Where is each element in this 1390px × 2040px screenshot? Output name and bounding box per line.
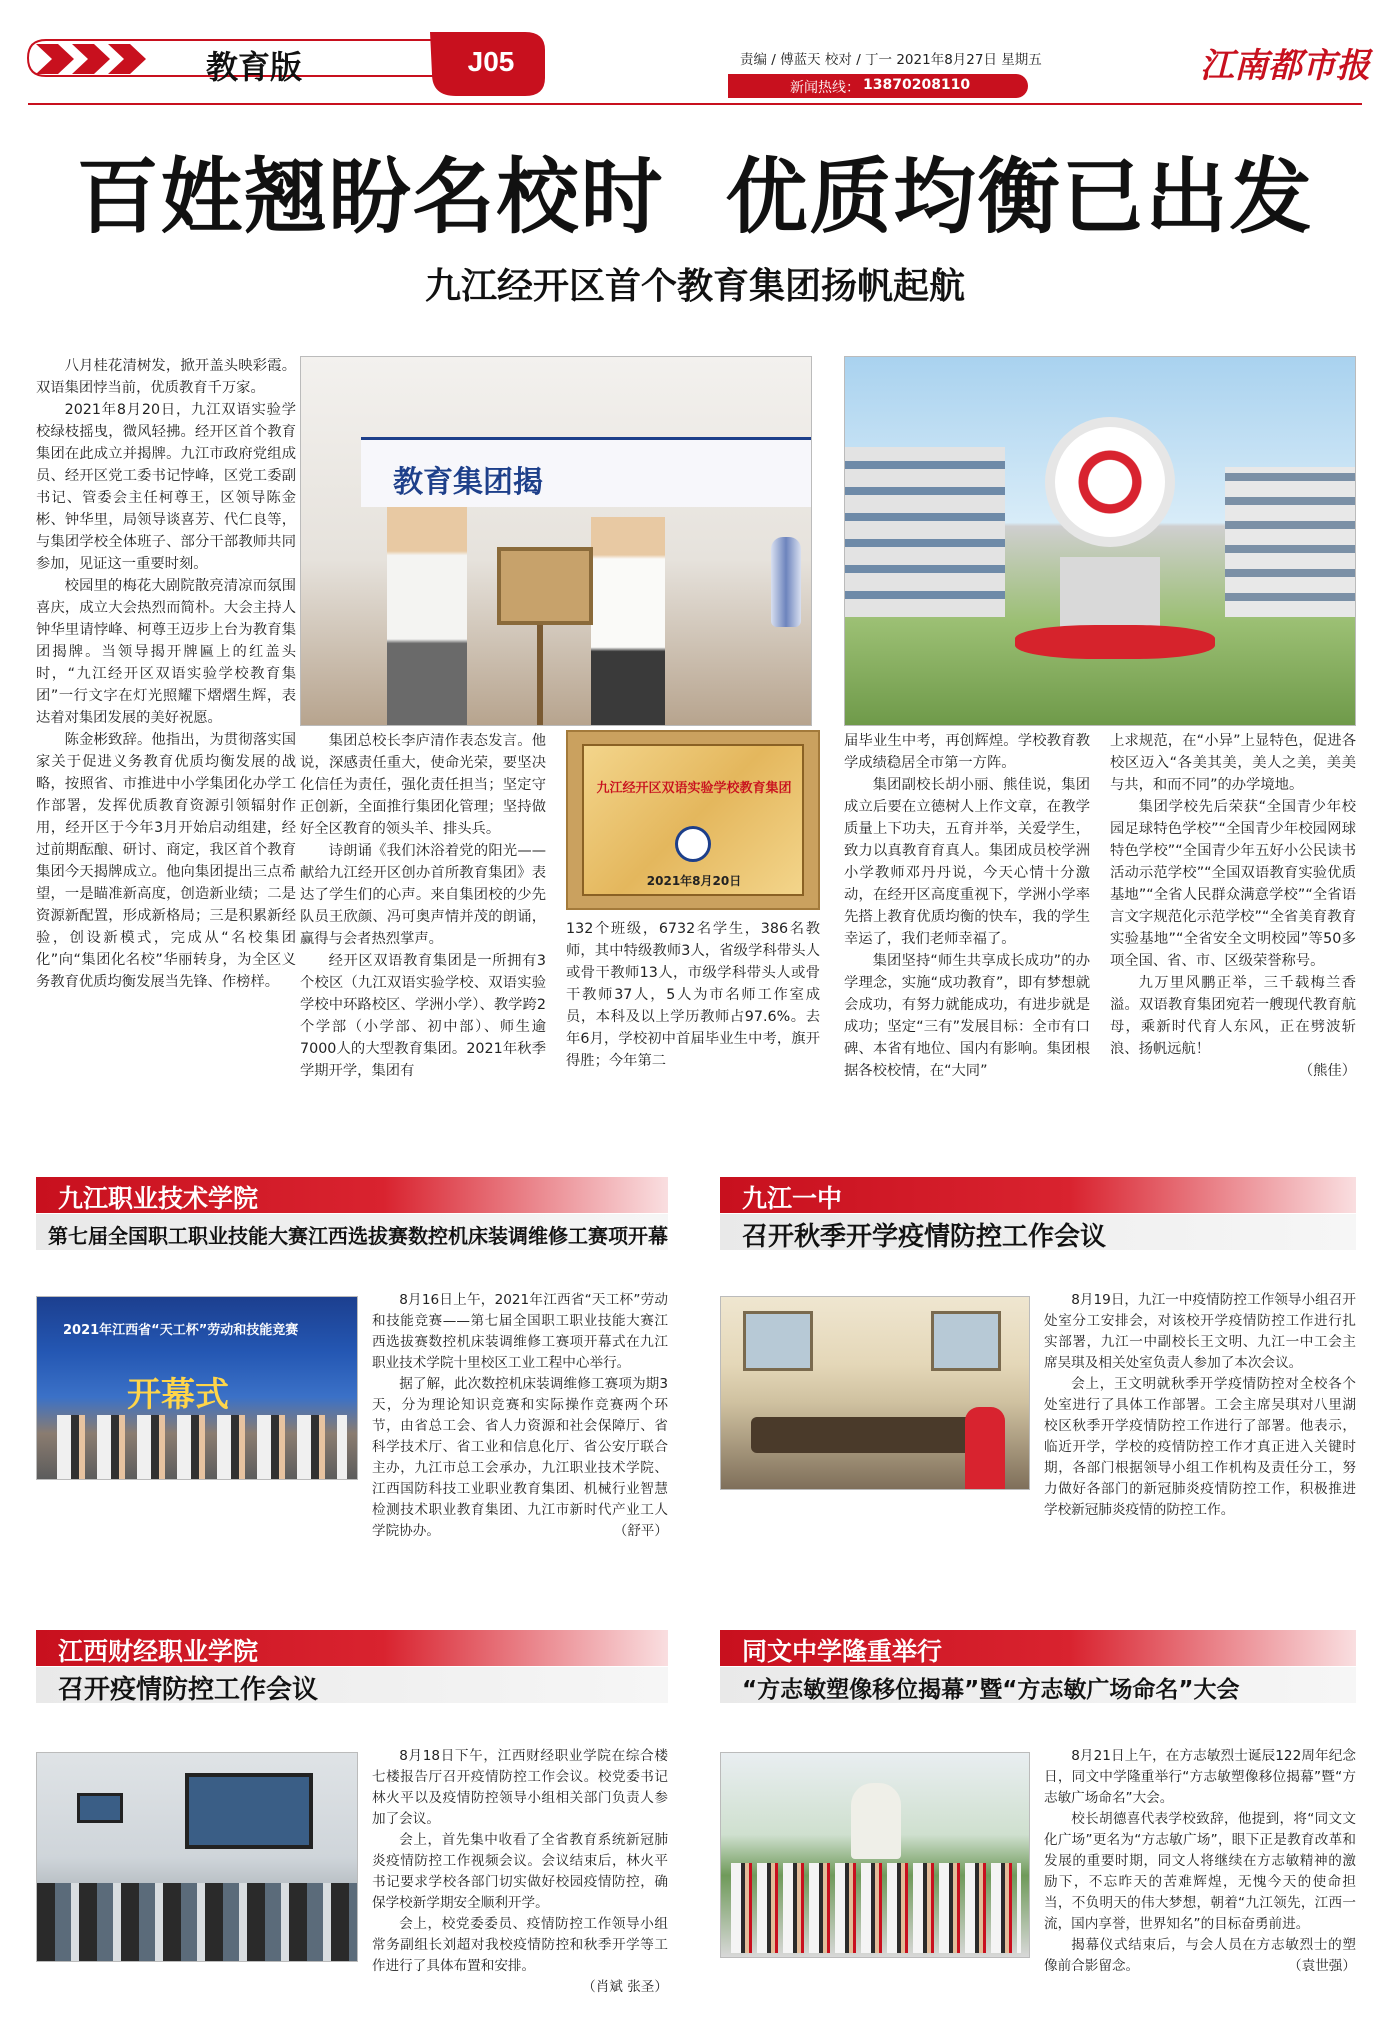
section-name: 教育版	[206, 48, 303, 86]
story-b-photo	[720, 1296, 1030, 1490]
story-d-title-band	[720, 1667, 1356, 1703]
story-a-body: 8月16日上午，2021年江西省“天工杯”劳动和技能竞赛——第七届全国职工职业技能大赛江西选拔赛数控机床装调维修工赛项开幕式在九江职业技术学院十里校区工业工程中心举行。 据了解，此次数控机床装调维修工赛项为期3天，分为理论知识竞赛和实际操作竞赛两个环节，由省总工会、省人力资源和社会保障厅、省科学技术厅、省工业和信息化厅、省公安厅联合主办，九江市总工会承办，九江职业技术学院、江西国防科技工业职业教育集团、机械行业智慧检测技术职业教育集团、九江市新时代产业工人学院协办。 （舒平）	[372, 1290, 668, 1490]
story-a-title-band	[36, 1214, 668, 1250]
page-header	[0, 0, 1390, 110]
story-d-org: 同文中学隆重举行	[742, 1637, 943, 1666]
story-c-photo-screen	[185, 1773, 313, 1849]
unveiling-photo	[300, 356, 812, 726]
story-c-org: 江西财经职业学院	[58, 1637, 259, 1666]
photo-flower-bed	[1015, 625, 1215, 659]
photo-sculpture-base	[1060, 557, 1160, 627]
story-b-photo-window2	[931, 1311, 1001, 1371]
photo-flower-sculpture	[1045, 417, 1175, 547]
editor-line: 责编 / 傅蓝天 校对 / 丁一 2021年8月27日 星期五	[740, 52, 1042, 68]
photo-banner-text: 教育集团揭	[393, 465, 543, 500]
campus-photo	[844, 356, 1356, 726]
story-d-byline: （袁世强）	[1288, 1958, 1356, 1974]
story-a-title: 第七届全国职工职业技能大赛江西选拔赛数控机床装调维修工赛项开幕	[48, 1224, 668, 1248]
story-c-photo-audience	[37, 1883, 358, 1962]
main-article-col5: 上求规范，在“小异”上显特色，促进各校区迈入“各美其美，美人之美，美美与共，和而不同”的办学境地。 集团学校先后荣获“全国青少年校园足球特色学校”“全国青少年校园网球特色学校”“全国青少年五好小公民读书活动示范学校”“全国双语教育实验优质基地”“全省人民群众满意学校”“全省语言文字规范化示范学校”“全省美育教育实验基地”“全省安全文明校园”等50多项全国、省、市、区级荣誉称号。 九万里风鹏正举，三千载梅兰香溢。双语教育集团宛若一艘现代教育航母，乘新时代育人东风，正在劈波斩浪、扬帆远航！ （熊佳）	[1110, 730, 1356, 1120]
photo-person-left	[387, 507, 467, 726]
headline: 百姓翘盼名校时 优质均衡已出发	[76, 150, 1314, 245]
story-d-org-band	[720, 1630, 1356, 1666]
story-a-photo	[36, 1296, 358, 1480]
story-b-photo-table	[751, 1417, 1001, 1453]
story-c-byline: （肖斌 张圣）	[582, 1979, 668, 1995]
photo-vase	[771, 537, 801, 627]
photo-building-right	[1225, 467, 1356, 617]
photo-easel	[537, 625, 543, 726]
plaque-title: 九江经开区双语实验学校教育集团	[596, 781, 792, 796]
main-article-col1: 八月桂花清树发，掀开盖头映彩霞。双语集团悖当前，优质教育千万家。 2021年8月20日，九江双语实验学校绿枝摇曳，微风轻拂。经开区首个教育集团在此成立并揭牌。九江市政府党组成员、经开区党工委书记悖峰，区党工委副书记、管委会主任柯尊王，区领导陈金彬、钟华里，局领导谈喜芳、代仁良等，与集团学校全体班子、部分干部教师共同参加，见证这一重要时刻。 校园里的梅花大剧院散亮清凉而氛围喜庆，成立大会热烈而简朴。大会主持人钟华里请悖峰、柯尊王迈步上台为教育集团揭牌。当领导揭开牌匾上的红盖头时，“九江经开区双语实验学校教育集团”一行文字在灯光照耀下熠熠生辉，表达着对集团发展的美好祝愿。 陈金彬致辞。他指出，为贯彻落实国家关于促进义务教育优质均衡发展的战略，按照省、市推进中小学集团化办学工作部署，发挥优质教育资源引领辐射作用，经开区于今年3月开始启动组建，经过前期酝酿、研讨、商定，我区首个教育集团今天揭牌成立。他向集团提出三点希望，一是瞄准新高度，创造新业绩；二是资源新配置，形成新格局；三是积累新经验，创设新模式，完成从“名校集团化”向“集团化名校”华丽转身，为全区义务教育优质均衡发展当先锋、作榜样。	[36, 358, 296, 990]
story-a-byline: （舒平）	[613, 1523, 668, 1539]
story-a-photo-banner: 2021年江西省“天工杯”劳动和技能竞赛	[63, 1323, 299, 1338]
masthead-logo: 江南都市报	[1200, 46, 1370, 86]
story-d-body: 8月21日上午，在方志敏烈士诞辰122周年纪念日，同文中学隆重举行“方志敏塑像移位揭幕”暨“方志敏广场命名”大会。 校长胡德喜代表学校致辞，他提到，将“同文文化广场”更名为“方志敏广场”，眼下正是教育改革和发展的重要时期，同文人将继续在方志敏精神的激励下，不忘昨天的苦难辉煌，无愧今天的使命担当，不负明天的伟大梦想，朝着“九江领先，江西一流，国内享誉，世界知名”的目标奋勇前进。 揭幕仪式结束后，与会人员在方志敏烈士的塑像前合影留念。 （袁世强）	[1044, 1746, 1356, 1996]
story-c-photo-screen-small	[77, 1793, 123, 1823]
chevron-arrows-icon	[36, 44, 186, 74]
photo-building-left	[845, 447, 1005, 617]
story-a-photo-stage: 开幕式	[127, 1375, 229, 1415]
story-b-body: 8月19日，九江一中疫情防控工作领导小组召开处室分工安排会，对该校开学疫情防控工作进行扎实部署，九江一中副校长王文明、九江一中工会主席吴琪及相关处室负责人参加了本次会议。 会上，王文明就秋季开学疫情防控对全校各个处室进行了具体工作部署。工会主席吴琪对八里湖校区秋季开学疫情防控工作进行了部署。他表示，临近开学，学校的疫情防控工作才真正进入关键时期，各部门根据领导小组工作机构及责任分工，努力做好各部门的新冠肺炎疫情防控工作，积极推进学校新冠肺炎疫情的防控工作。	[1044, 1292, 1356, 1518]
story-a-org-band	[36, 1177, 668, 1213]
story-b-photo-window	[743, 1311, 813, 1371]
main-byline: （熊佳）	[1298, 1063, 1356, 1079]
photo-plaque	[497, 547, 593, 625]
main-article-col2: 集团总校长李庐清作表态发言。他说，深感责任重大，使命光荣，要坚决化信任为责任，强化责任担当；坚定守正创新，全面推行集团化管理；坚持做好全区教育的领头羊、排头兵。 诗朗诵《我们沐浴着党的阳光——献给九江经开区创办首所教育集团》表达了学生们的心声。来自集团校的少先队员王欣颜、冯可奥声情并茂的朗诵，赢得与会者热烈掌声。 经开区双语教育集团是一所拥有3个校区（九江双语实验学校、双语实验学校中环路校区、学洲小学）、教学跨2个学部（小学部、初中部）、师生逾7000人的大型教育集团。2021年秋季学期开学，集团有	[300, 733, 546, 1079]
hotline-number: 13870208110	[863, 77, 971, 93]
story-c-title: 召开疫情防控工作会议	[58, 1675, 319, 1705]
school-emblem-icon	[675, 826, 711, 862]
hotline-bar	[728, 74, 1028, 98]
page-number: J05	[467, 46, 515, 77]
subheadline: 九江经开区首个教育集团扬帆起航	[424, 265, 965, 307]
story-d-title: “方志敏塑像移位揭幕”暨“方志敏广场命名”大会	[742, 1677, 1240, 1703]
story-b-org: 九江一中	[742, 1184, 843, 1213]
story-d-photo-statue	[851, 1783, 901, 1859]
story-c-org-band	[36, 1630, 668, 1666]
story-b-title: 召开秋季开学疫情防控工作会议	[742, 1222, 1107, 1252]
story-d-photo	[720, 1752, 1030, 1958]
story-b-title-band	[720, 1214, 1356, 1250]
story-b-org-band	[720, 1177, 1356, 1213]
story-a-photo-people	[57, 1415, 347, 1480]
story-c-photo	[36, 1752, 358, 1962]
main-article-col4: 届毕业生中考，再创辉煌。学校教育教学成绩稳居全市第一方阵。 集团副校长胡小丽、熊佳说，集团成立后要在立德树人上作文章，在教学质量上下功夫，五育并举，关爱学生，致力以真教育育真人。集团成员校学洲小学教师邓丹丹说，今天心情十分激动，在经开区高度重视下，学洲小学率先搭上教育优质均衡的快车，我的学生幸运了，我们老师幸福了。 集团坚持“师生共享成长成功”的办学理念，实施“成功教育”，即有梦想就会成功，有努力就能成功，有进步就是成功；坚定“三有”发展目标：全市有口碑、本省有地位、国内有影响。集团根据各校校情，在“大同”	[844, 733, 1090, 1079]
story-b-photo-person	[965, 1407, 1005, 1490]
story-c-title-band	[36, 1667, 668, 1703]
main-article-col3: 132个班级，6732名学生，386名教师，其中特级教师3人，省级学科带头人或骨干教师13人，市级学科带头人或骨干教师37人，5人为市名师工作室成员，本科及以上学历教师占97.6%。去年6月，学校初中首届毕业生中考，旗开得胜；今年第二	[566, 921, 820, 1069]
story-d-photo-group	[731, 1863, 1021, 1953]
plaque-date: 2021年8月20日	[646, 874, 742, 888]
story-c-body: 8月18日下午，江西财经职业学院在综合楼七楼报告厅召开疫情防控工作会议。校党委书记林火平以及疫情防控领导小组相关部门负责人参加了会议。 会上，首先集中收看了全省教育系统新冠肺炎疫情防控工作视频会议。会议结束后，林火平书记要求学校各部门切实做好校园疫情防控，确保学校新学期安全顺利开学。 会上，校党委委员、疫情防控工作领导小组常务副组长刘超对我校疫情防控和秋季开学等工作进行了具体布置和安排。 （肖斌 张圣）	[372, 1746, 668, 1976]
photo-person-right	[591, 517, 665, 726]
story-a-org: 九江职业技术学院	[58, 1184, 259, 1213]
plaque-photo	[566, 730, 820, 910]
hotline-label: 新闻热线：	[790, 80, 860, 96]
